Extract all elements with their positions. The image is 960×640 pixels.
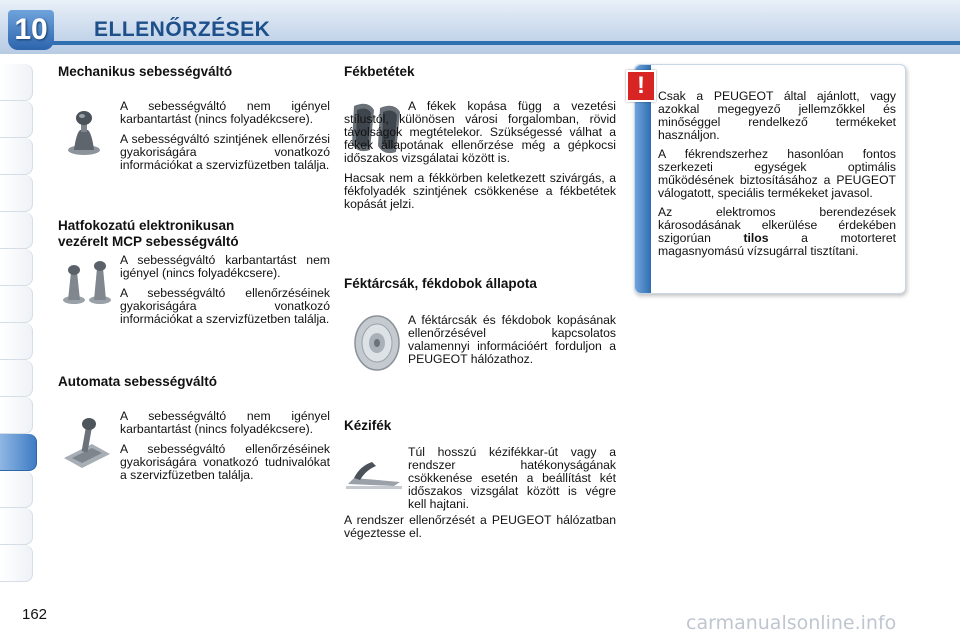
chapter-tab[interactable] (0, 101, 33, 138)
brake-disc-icon (352, 314, 402, 372)
paragraph: A sebességváltó szintjének ellenőrzési gyakoriságára vonatkozó információkat a szervizfüzetben találja. (120, 132, 330, 172)
manual-gear-knob-icon (64, 110, 104, 156)
section-heading-handbrake: Kézifék (344, 418, 392, 433)
chapter-tab[interactable] (0, 323, 33, 360)
warning-text-part: a motorteret magasnyomású vízsugárral tisztítani. (658, 231, 897, 258)
warning-text (658, 90, 896, 264)
paragraph: Túl hosszú kézifékkar-út vagy a rendszer hatékonyságának csökkenése esetén a beállítást két időszakos vizsgálat között is végre kell hajtani. (408, 445, 616, 511)
mcp-gear-selector-icon (60, 256, 116, 308)
section-heading-mcp-gearbox-line1: Hatfokozatú elektronikusan (58, 218, 235, 233)
paragraph: A sebességváltó ellenőrzéséinek gyakoriságára vonatkozó tudnivalókat a szervizfüzetben találja. (120, 442, 330, 482)
chapter-tab[interactable] (0, 360, 33, 397)
chapter-number-badge: 10 (8, 10, 54, 50)
paragraph: Hacsak nem a fékkörben keletkezett szivárgás, a fékfolyadék szintjének csökkenése a fékbetétek kopását jelzi. (344, 171, 616, 211)
paragraph: A sebességváltó nem igényel karbantartást (nincs folyadékcsere). (120, 99, 330, 126)
chapter-tab-active[interactable] (0, 434, 37, 471)
handbrake-lever-icon (344, 456, 404, 492)
chapter-tabs (0, 64, 36, 580)
warning-paragraph (658, 206, 896, 258)
section-heading-brake-pads: Fékbetétek (344, 64, 415, 79)
chapter-tab[interactable] (0, 64, 33, 101)
chapter-tab[interactable] (0, 471, 33, 508)
warning-text-part: Az elektromos berendezések károsodásának elkerülése érdekében szigorúan (658, 205, 896, 245)
paragraph: A sebességváltó ellenőrzéséinek gyakoriságára vonatkozó információkat a szervizfüzetben találja. (120, 286, 330, 326)
section-heading-automatic-gearbox: Automata sebességváltó (58, 374, 218, 389)
watermark: carmanualsonline.info (686, 612, 897, 634)
chapter-tab[interactable] (0, 397, 33, 434)
paragraph: A fékek kopása függ a vezetési stílustól, különösen városi forgalomban, rövid távolságok megtételekor. Szükségessé válhat a fékek állapotának ellenőrzése még a gépkocsi időszakos vizsgálatai között is. (344, 99, 616, 165)
chapter-tab[interactable] (0, 508, 33, 545)
chapter-tab[interactable] (0, 286, 33, 323)
section-heading-mcp-gearbox-line2: vezérelt MCP sebességváltó (58, 234, 239, 249)
chapter-tab[interactable] (0, 138, 33, 175)
automatic-gear-selector-icon (62, 414, 112, 468)
chapter-tab[interactable] (0, 175, 33, 212)
paragraph: A sebességváltó karbantartást nem igényel (nincs folyadékcsere). (120, 253, 330, 280)
paragraph: A rendszer ellenőrzését a PEUGEOT hálózatban végeztesse el. (344, 513, 616, 540)
section-heading-brake-discs: Féktárcsák, fékdobok állapota (344, 276, 537, 291)
paragraph: A féktárcsák és fékdobok kopásának ellenőrzésével kapcsolatos valamennyi információért forduljon a PEUGEOT hálózathoz. (408, 313, 616, 366)
chapter-tab[interactable] (0, 212, 33, 249)
chapter-tab[interactable] (0, 249, 33, 286)
page-number: 162 (22, 606, 48, 623)
chapter-title: ELLENŐRZÉSEK (94, 18, 271, 41)
warning-paragraph: Csak a PEUGEOT által ajánlott, vagy azokkal megegyező jellemzőkkel és minőséggel rendelkező termékeket használjon. (658, 89, 896, 142)
paragraph: A sebességváltó nem igényel karbantartást (nincs folyadékcsere). (120, 409, 330, 436)
warning-emphasis: tilos (743, 231, 769, 245)
chapter-tab[interactable] (0, 545, 33, 582)
warning-exclamation-icon: ! (626, 70, 656, 102)
warning-paragraph: A fékrendszerhez hasonlóan fontos szerkezeti egységek optimális működésének biztosításához a PEUGEOT válogatott, speciális termékeket javasol. (658, 147, 896, 200)
section-heading-manual-gearbox: Mechanikus sebességváltó (58, 64, 233, 79)
